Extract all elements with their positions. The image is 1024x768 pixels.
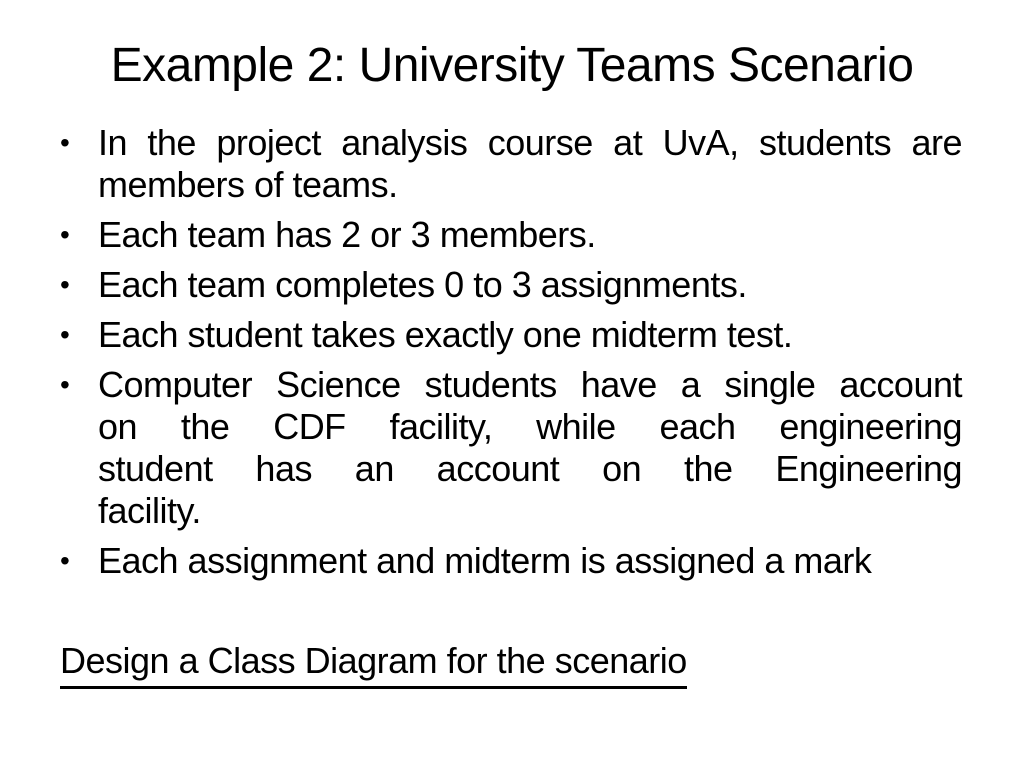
bullet-text (98, 364, 962, 532)
bullet-line: Each assignment and midterm is assigned a mark (98, 540, 872, 581)
bullet-list (60, 122, 962, 590)
bullet-line: student has an account on the Engineering (98, 448, 962, 489)
footer-instruction-text: Design a Class Diagram for the scenario (60, 640, 687, 689)
bullet-item (60, 540, 962, 582)
bullet-item (60, 264, 962, 306)
slide-title: Example 2: University Teams Scenario (110, 39, 914, 92)
bullet-line: members of teams. (98, 164, 398, 205)
bullet-text (98, 540, 962, 582)
bullet-marker: • (60, 219, 70, 250)
bullet-line: Each team completes 0 to 3 assignments. (98, 264, 747, 305)
bullet-text (98, 214, 962, 256)
bullet-text (98, 264, 962, 306)
bullet-line: on the CDF facility, while each engineering (98, 406, 962, 447)
bullet-item (60, 314, 962, 356)
bullet-marker: • (60, 127, 70, 158)
footer-instruction (60, 640, 687, 689)
bullet-text (98, 314, 962, 356)
bullet-item (60, 122, 962, 206)
bullet-marker: • (60, 269, 70, 300)
bullet-line: In the project analysis course at UvA, students are (98, 122, 962, 163)
bullet-marker: • (60, 319, 70, 350)
bullet-line: Each team has 2 or 3 members. (98, 214, 596, 255)
bullet-line: Computer Science students have a single account (98, 364, 962, 405)
bullet-line: facility. (98, 490, 201, 531)
bullet-marker: • (60, 545, 70, 576)
bullet-item (60, 364, 962, 532)
bullet-item (60, 214, 962, 256)
bullet-marker: • (60, 369, 70, 400)
bullet-line: Each student takes exactly one midterm test. (98, 314, 793, 355)
bullet-text (98, 122, 962, 206)
